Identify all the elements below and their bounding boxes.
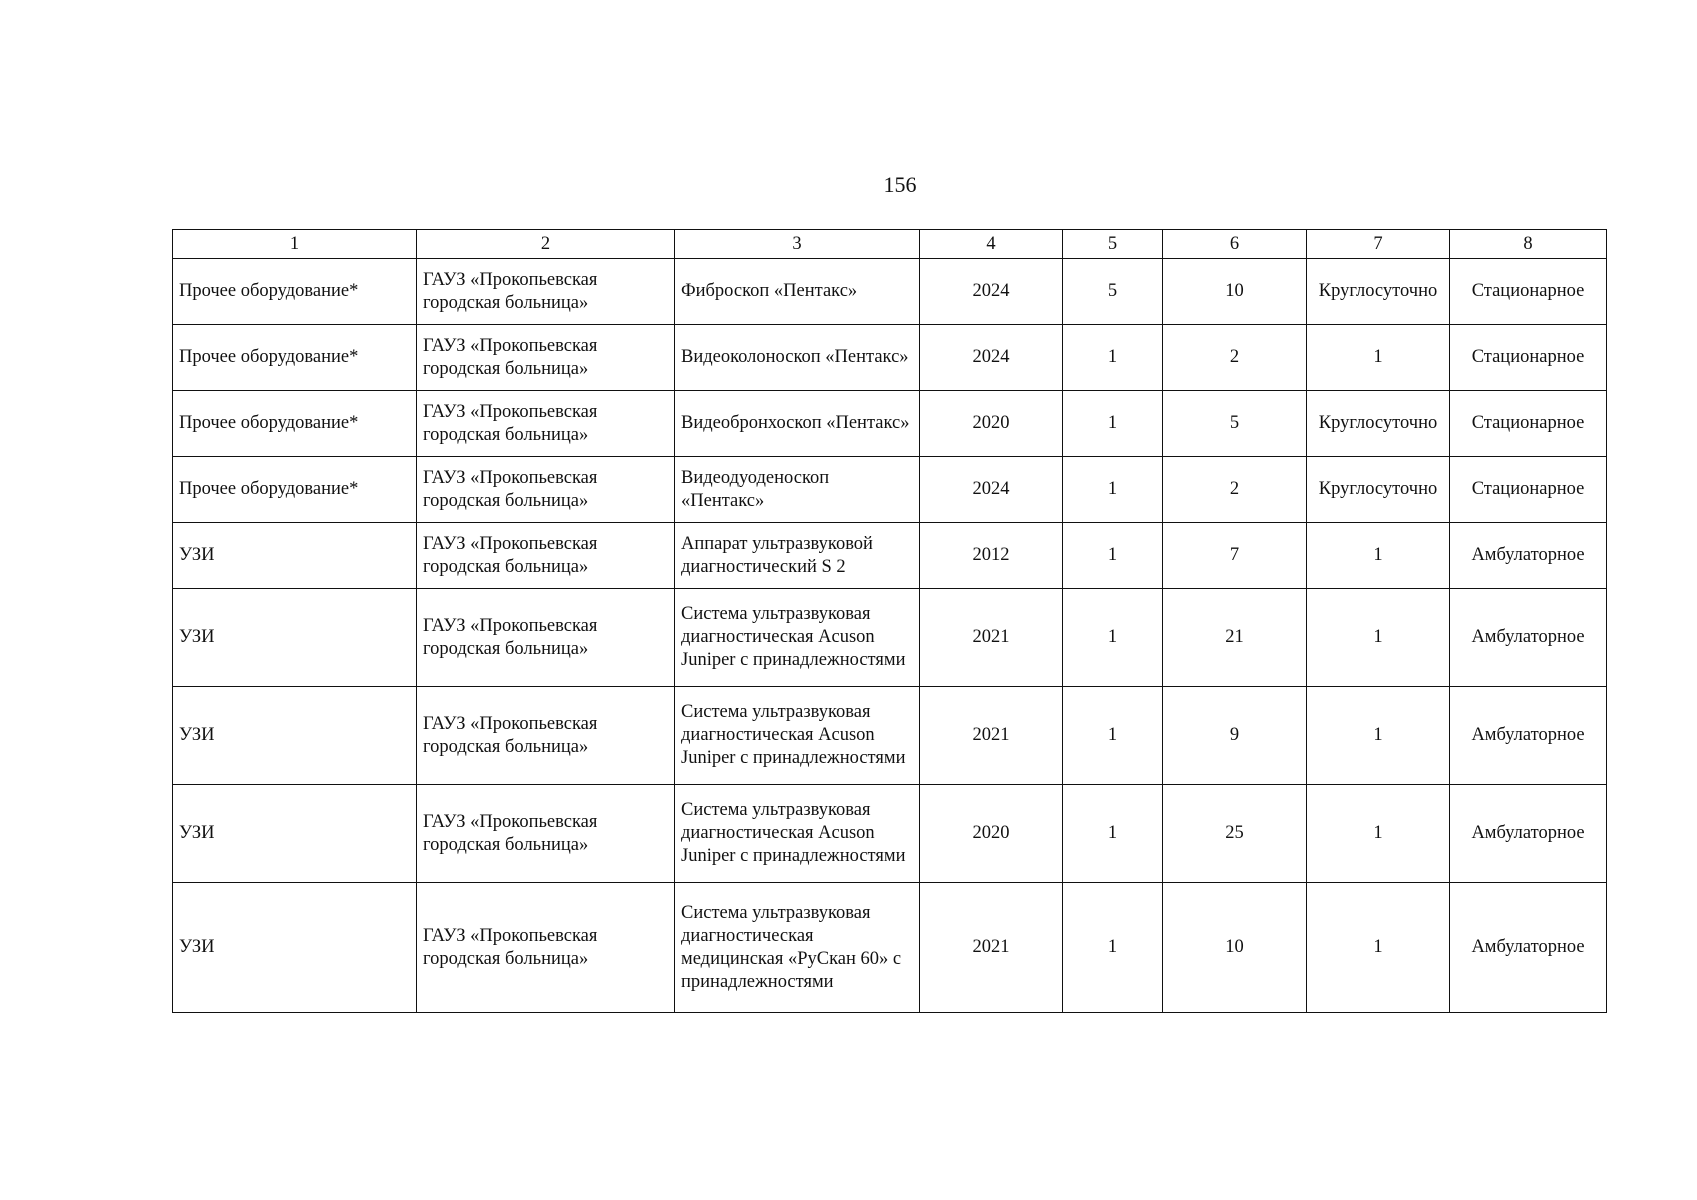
column-5-cell: 1 (1063, 883, 1163, 1013)
care-type-cell: Стационарное (1450, 457, 1607, 523)
equipment-name-cell: Система ультразвуковая диагностическая Acuson Juniper с принадлежностями (675, 589, 920, 687)
table-row (173, 457, 1607, 523)
equipment-type-cell: УЗИ (173, 687, 417, 785)
column-5-cell: 5 (1063, 259, 1163, 325)
operating-mode-cell: 1 (1307, 883, 1450, 1013)
table-row (173, 325, 1607, 391)
column-6-cell: 10 (1163, 883, 1307, 1013)
column-5-cell: 1 (1063, 523, 1163, 589)
equipment-name-cell: Видеоколоноскоп «Пентакс» (675, 325, 920, 391)
operating-mode-cell: 1 (1307, 785, 1450, 883)
organization-cell: ГАУЗ «Прокопьевская городская больница» (417, 391, 675, 457)
year-cell: 2021 (920, 883, 1063, 1013)
equipment-type-cell: УЗИ (173, 589, 417, 687)
column-5-cell: 1 (1063, 391, 1163, 457)
header-cell: 7 (1307, 230, 1450, 259)
organization-cell: ГАУЗ «Прокопьевская городская больница» (417, 523, 675, 589)
year-cell: 2021 (920, 687, 1063, 785)
equipment-table (172, 229, 1607, 1013)
organization-cell: ГАУЗ «Прокопьевская городская больница» (417, 589, 675, 687)
header-cell: 2 (417, 230, 675, 259)
table-row (173, 391, 1607, 457)
organization-cell: ГАУЗ «Прокопьевская городская больница» (417, 325, 675, 391)
table-row (173, 523, 1607, 589)
equipment-name-cell: Система ультразвуковая диагностическая Acuson Juniper с принадлежностями (675, 687, 920, 785)
equipment-type-cell: УЗИ (173, 523, 417, 589)
page-number: 156 (883, 172, 917, 197)
column-5-cell: 1 (1063, 457, 1163, 523)
table-row (173, 687, 1607, 785)
equipment-name-cell: Видеодуоденоскоп «Пентакс» (675, 457, 920, 523)
table-row (173, 883, 1607, 1013)
year-cell: 2021 (920, 589, 1063, 687)
equipment-name-cell: Система ультразвуковая диагностическая Acuson Juniper с принадлежностями (675, 785, 920, 883)
equipment-type-cell: Прочее оборудование* (173, 391, 417, 457)
equipment-type-cell: УЗИ (173, 785, 417, 883)
header-cell: 1 (173, 230, 417, 259)
organization-cell: ГАУЗ «Прокопьевская городская больница» (417, 883, 675, 1013)
operating-mode-cell: 1 (1307, 589, 1450, 687)
header-cell: 5 (1063, 230, 1163, 259)
care-type-cell: Амбулаторное (1450, 589, 1607, 687)
equipment-type-cell: УЗИ (173, 883, 417, 1013)
care-type-cell: Амбулаторное (1450, 523, 1607, 589)
operating-mode-cell: Круглосуточно (1307, 259, 1450, 325)
care-type-cell: Стационарное (1450, 259, 1607, 325)
organization-cell: ГАУЗ «Прокопьевская городская больница» (417, 457, 675, 523)
header-cell: 8 (1450, 230, 1607, 259)
equipment-type-cell: Прочее оборудование* (173, 457, 417, 523)
equipment-name-cell: Фиброскоп «Пентакс» (675, 259, 920, 325)
operating-mode-cell: 1 (1307, 523, 1450, 589)
year-cell: 2012 (920, 523, 1063, 589)
organization-cell: ГАУЗ «Прокопьевская городская больница» (417, 259, 675, 325)
table-row (173, 785, 1607, 883)
year-cell: 2024 (920, 259, 1063, 325)
column-6-cell: 2 (1163, 325, 1307, 391)
column-6-cell: 9 (1163, 687, 1307, 785)
column-5-cell: 1 (1063, 785, 1163, 883)
care-type-cell: Амбулаторное (1450, 883, 1607, 1013)
organization-cell: ГАУЗ «Прокопьевская городская больница» (417, 785, 675, 883)
year-cell: 2020 (920, 391, 1063, 457)
operating-mode-cell: 1 (1307, 687, 1450, 785)
equipment-name-cell: Система ультразвуковая диагностическая медицинская «РуСкан 60» с принадлежностями (675, 883, 920, 1013)
header-row (173, 230, 1607, 259)
header-cell: 6 (1163, 230, 1307, 259)
operating-mode-cell: 1 (1307, 325, 1450, 391)
header-cell: 3 (675, 230, 920, 259)
equipment-name-cell: Аппарат ультразвуковой диагностический S 2 (675, 523, 920, 589)
column-6-cell: 25 (1163, 785, 1307, 883)
equipment-type-cell: Прочее оборудование* (173, 259, 417, 325)
table-row (173, 259, 1607, 325)
care-type-cell: Амбулаторное (1450, 687, 1607, 785)
header-cell: 4 (920, 230, 1063, 259)
operating-mode-cell: Круглосуточно (1307, 457, 1450, 523)
care-type-cell: Стационарное (1450, 325, 1607, 391)
equipment-type-cell: Прочее оборудование* (173, 325, 417, 391)
organization-cell: ГАУЗ «Прокопьевская городская больница» (417, 687, 675, 785)
column-5-cell: 1 (1063, 687, 1163, 785)
operating-mode-cell: Круглосуточно (1307, 391, 1450, 457)
column-6-cell: 10 (1163, 259, 1307, 325)
year-cell: 2024 (920, 325, 1063, 391)
column-6-cell: 7 (1163, 523, 1307, 589)
column-5-cell: 1 (1063, 589, 1163, 687)
year-cell: 2024 (920, 457, 1063, 523)
equipment-name-cell: Видеобронхоскоп «Пентакс» (675, 391, 920, 457)
year-cell: 2020 (920, 785, 1063, 883)
column-6-cell: 5 (1163, 391, 1307, 457)
column-6-cell: 2 (1163, 457, 1307, 523)
column-5-cell: 1 (1063, 325, 1163, 391)
care-type-cell: Амбулаторное (1450, 785, 1607, 883)
table-row (173, 589, 1607, 687)
column-6-cell: 21 (1163, 589, 1307, 687)
care-type-cell: Стационарное (1450, 391, 1607, 457)
